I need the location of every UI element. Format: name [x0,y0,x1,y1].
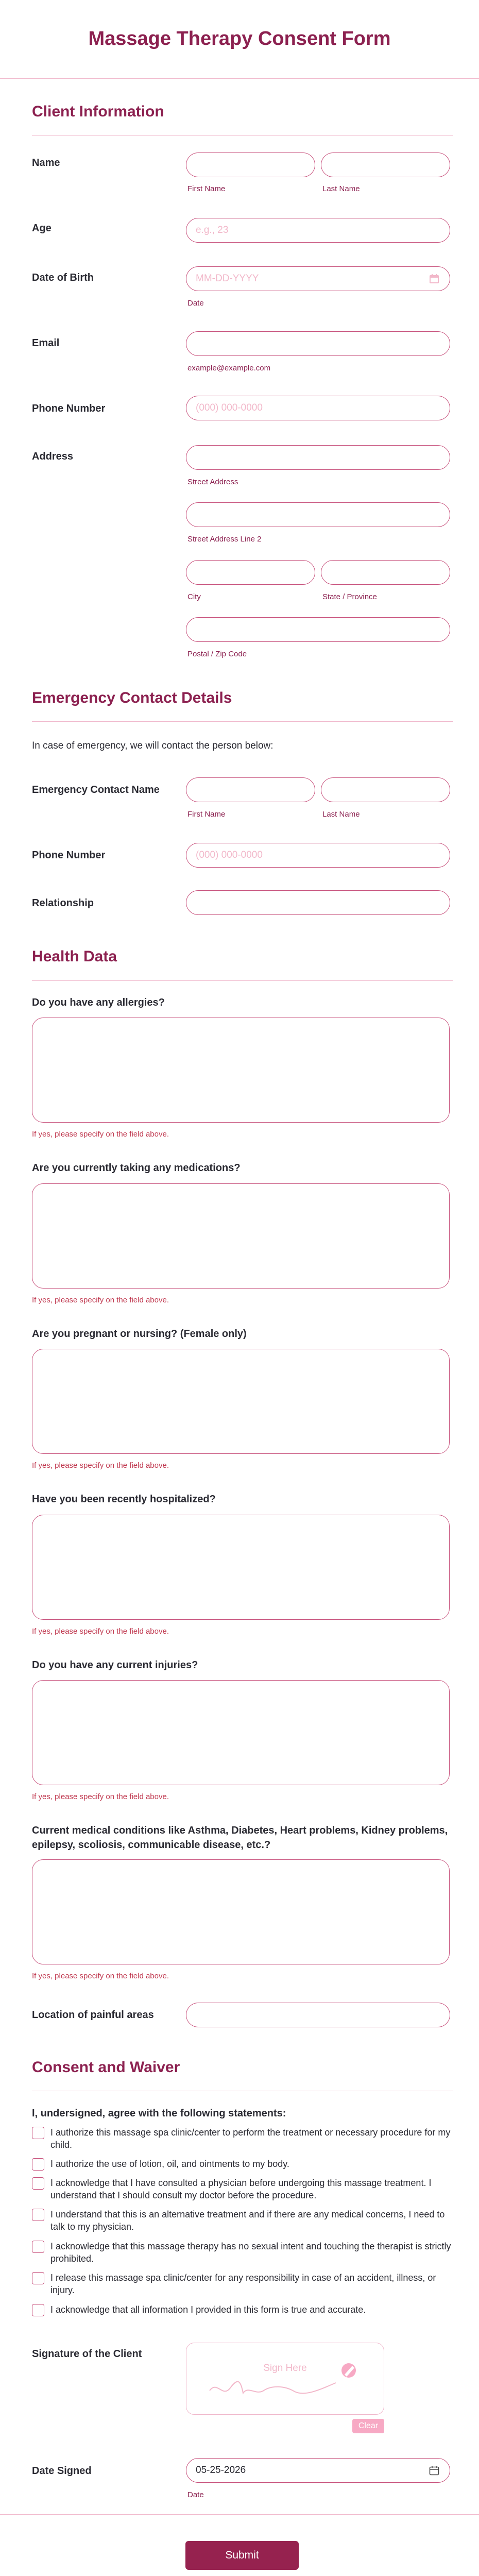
hospitalized-textarea[interactable] [32,1515,450,1620]
age-placeholder: e.g., 23 [196,225,229,235]
email-label: Email [32,337,60,349]
street-address-line2-input[interactable] [186,502,450,527]
state-sublabel: State / Province [322,592,377,601]
consent-option[interactable] [32,2272,454,2296]
footer-divider [0,2514,479,2515]
emergency-phone-placeholder: (000) 000-0000 [196,850,263,860]
consent-option-text: I release this massage spa clinic/center for any responsibility in case of an accident, illness, or injury. [50,2273,436,2295]
signature-scribble-icon [207,2370,346,2401]
consent-option[interactable] [32,2158,454,2171]
emergency-first-name-sublabel: First Name [187,810,226,819]
city-input[interactable] [186,560,315,585]
painful-areas-label: Location of painful areas [32,2009,154,2021]
phone-label: Phone Number [32,403,106,414]
signature-label: Signature of the Client [32,2348,142,2360]
consent-option-text: I authorize the use of lotion, oil, and ointments to my body. [50,2159,289,2169]
consent-option-text: I acknowledge that I have consulted a physician before undergoing this massage treatment. I understand that I should consult my doctor before the procedure. [50,2178,432,2200]
city-sublabel: City [187,592,201,601]
pen-icon [337,2359,361,2382]
consent-option[interactable] [32,2126,454,2151]
section-divider [32,980,453,981]
date-signed-value: 05-25-2026 [196,2465,246,2476]
checkbox[interactable] [32,2127,44,2139]
street-address-input[interactable] [186,445,450,470]
medical-conditions-textarea[interactable] [32,1859,450,1964]
helper-text: If yes, please specify on the field above. [32,1792,169,1801]
helper-text: If yes, please specify on the field above. [32,1972,169,1980]
consent-option[interactable] [32,2208,454,2233]
allergies-textarea[interactable] [32,1018,450,1123]
submit-button[interactable]: Submit [185,2541,299,2570]
consent-option[interactable] [32,2177,454,2201]
state-input[interactable] [321,560,450,585]
name-label: Name [32,157,60,168]
question-pregnant: Are you pregnant or nursing? (Female only) [32,1328,247,1340]
checkbox[interactable] [32,2272,44,2284]
helper-text: If yes, please specify on the field above. [32,1130,169,1139]
address-label: Address [32,451,74,462]
section-divider [32,721,453,722]
postal-code-input[interactable] [186,617,450,642]
consent-intro: I, undersigned, agree with the following statements: [32,2108,286,2119]
section-title-consent: Consent and Waiver [32,2059,180,2076]
question-medical-conditions: Current medical conditions like Asthma, Diabetes, Heart problems, Kidney problems, epilepsy, scoliosis, communicable disease, etc.? [32,1825,448,1851]
phone-placeholder: (000) 000-0000 [196,402,263,413]
consent-option-text: I authorize this massage spa clinic/center to perform the treatment or necessary procedure for my child. [50,2127,451,2150]
medications-textarea[interactable] [32,1183,450,1289]
form-title: Massage Therapy Consent Form [88,28,391,49]
street-address-sublabel: Street Address [187,478,238,486]
date-signed-label: Date Signed [32,2465,92,2477]
section-title-health: Health Data [32,948,117,965]
emergency-last-name-sublabel: Last Name [322,810,360,819]
checkbox[interactable] [32,2209,44,2221]
date-signed-sublabel: Date [187,2490,204,2499]
checkbox[interactable] [32,2304,44,2316]
consent-option[interactable] [32,2303,454,2316]
checkbox[interactable] [32,2177,44,2190]
dob-sublabel: Date [187,299,204,308]
question-injuries: Do you have any current injuries? [32,1659,198,1671]
emergency-phone-label: Phone Number [32,850,106,861]
email-sublabel: example@example.com [187,364,271,372]
consent-option-text: I acknowledge that all information I provided in this form is true and accurate. [50,2304,366,2315]
postal-code-sublabel: Postal / Zip Code [187,650,247,658]
signature-placeholder: Sign Here [263,2363,307,2374]
dob-input[interactable] [186,266,450,291]
first-name-sublabel: First Name [187,184,226,193]
question-allergies: Do you have any allergies? [32,997,165,1008]
relationship-input[interactable] [186,890,450,915]
consent-option-text: I understand that this is an alternative treatment and if there are any medical concerns, I need to talk to my physician. [50,2209,445,2232]
emergency-last-name-input[interactable] [321,777,450,802]
calendar-icon[interactable] [428,2464,440,2477]
emergency-first-name-input[interactable] [186,777,315,802]
last-name-input[interactable] [321,152,450,177]
injuries-textarea[interactable] [32,1680,450,1785]
question-medications: Are you currently taking any medications? [32,1162,241,1174]
age-input[interactable] [186,218,450,243]
relationship-label: Relationship [32,897,94,909]
helper-text: If yes, please specify on the field above. [32,1296,169,1304]
checkbox[interactable] [32,2158,44,2171]
street-address-line2-sublabel: Street Address Line 2 [187,535,262,544]
question-hospitalized: Have you been recently hospitalized? [32,1494,216,1505]
section-title-emergency: Emergency Contact Details [32,689,232,706]
dob-label: Date of Birth [32,272,94,283]
emergency-phone-input[interactable] [186,843,450,868]
signature-pad[interactable] [186,2343,384,2415]
header-divider [0,78,479,79]
checkbox[interactable] [32,2241,44,2253]
painful-areas-input[interactable] [186,2003,450,2027]
helper-text: If yes, please specify on the field above. [32,1627,169,1636]
calendar-icon[interactable] [428,273,440,285]
last-name-sublabel: Last Name [322,184,360,193]
date-signed-input[interactable] [186,2458,450,2483]
pregnant-textarea[interactable] [32,1349,450,1454]
consent-option-text: I acknowledge that this massage therapy has no sexual intent and touching the therapist is strictly prohibited. [50,2241,451,2264]
first-name-input[interactable] [186,152,315,177]
emergency-intro: In case of emergency, we will contact the person below: [32,740,273,751]
clear-signature-button[interactable]: Clear [352,2419,384,2433]
age-label: Age [32,223,52,234]
email-input[interactable] [186,331,450,356]
section-title-client: Client Information [32,103,164,120]
helper-text: If yes, please specify on the field above. [32,1461,169,1470]
dob-placeholder: MM-DD-YYYY [196,273,259,284]
emergency-name-label: Emergency Contact Name [32,784,160,795]
phone-input[interactable] [186,396,450,420]
consent-option[interactable] [32,2240,454,2265]
